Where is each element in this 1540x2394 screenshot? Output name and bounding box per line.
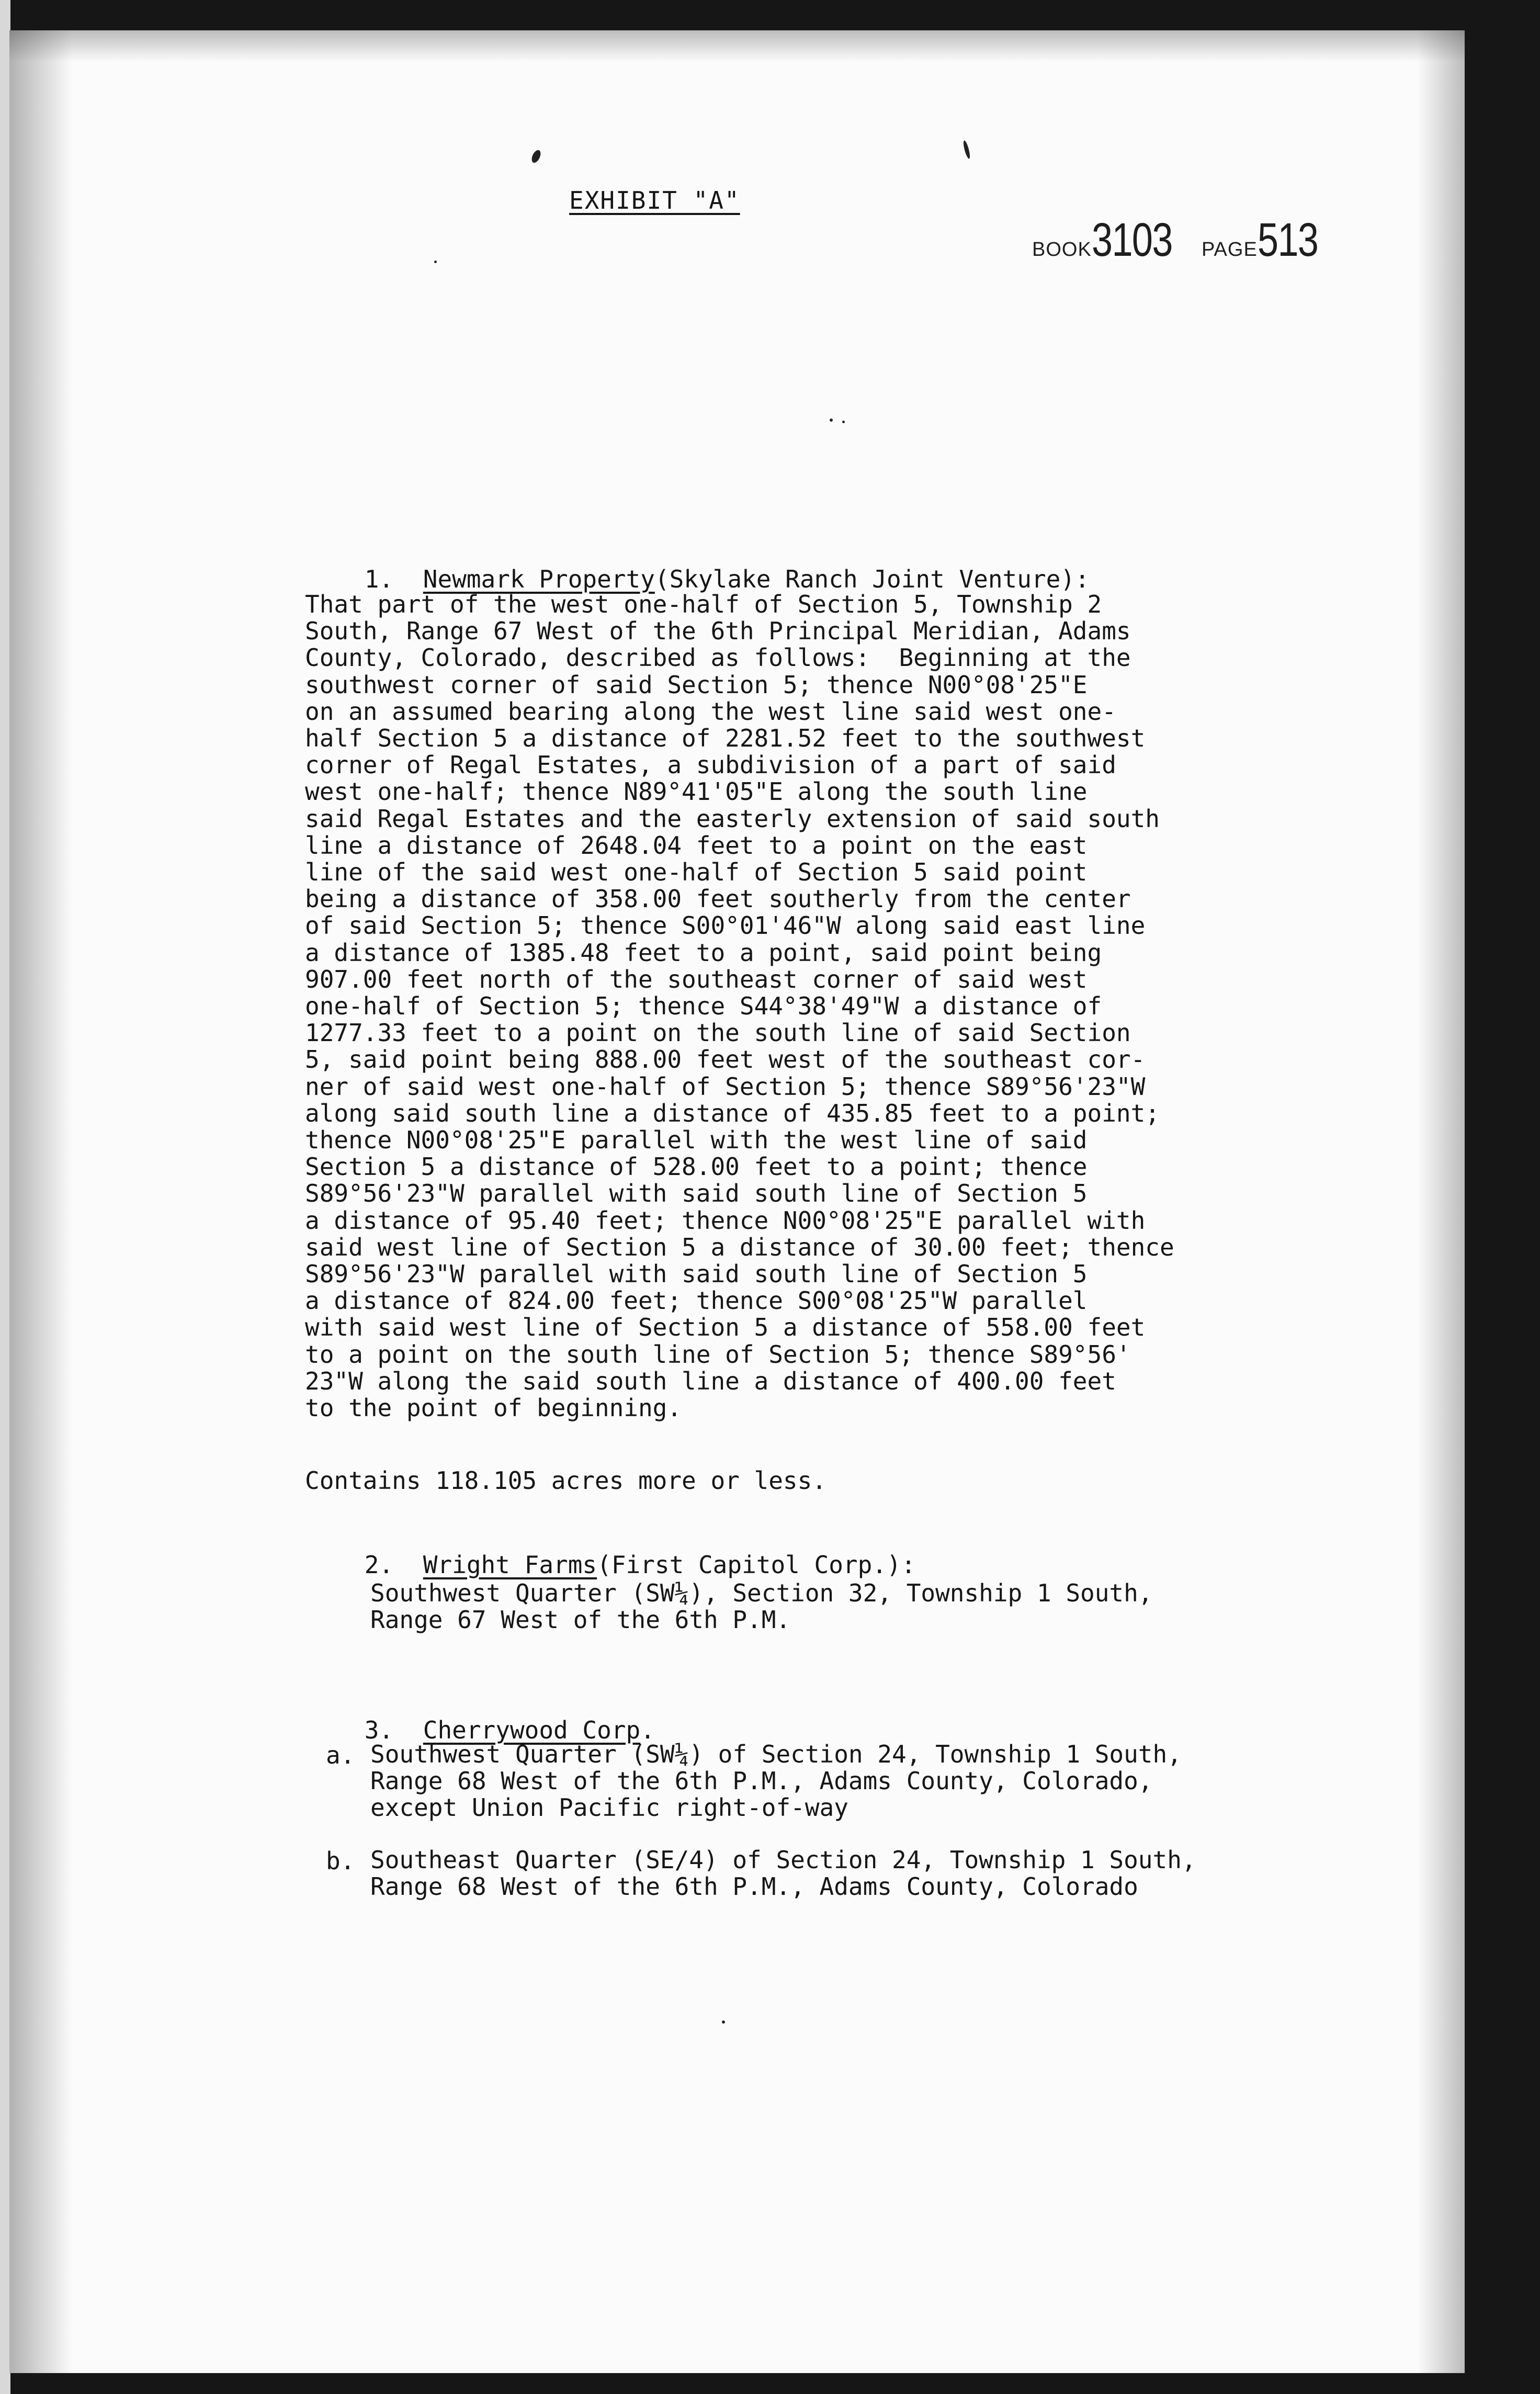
page-number: 513 — [1257, 214, 1318, 266]
section-3-item-b — [370, 1847, 1196, 1900]
description-line: line of the said west one-half of Section 5 said point — [305, 858, 1088, 887]
description-line: South, Range 67 West of the 6th Principal Meridian, Adams — [305, 617, 1131, 646]
description-line: 907.00 feet north of the southeast corner of said west — [305, 965, 1088, 993]
description-line: on an assumed bearing along the west line said west one- — [305, 697, 1116, 726]
section-number: 3. — [364, 1716, 394, 1744]
description-line: That part of the west one-half of Section 5, Township 2 — [305, 590, 1102, 618]
book-page-stamp — [1032, 213, 1333, 267]
description-line: Section 5 a distance of 528.00 feet to a point; thence — [305, 1153, 1088, 1181]
description-line: Southeast Quarter (SE/4) of Section 24, Township 1 South, — [370, 1846, 1196, 1874]
description-line: southwest corner of said Section 5; thence N00°08'25"E — [305, 670, 1088, 699]
description-line: said Regal Estates and the easterly extension of said south — [305, 804, 1160, 833]
section-number: 2. — [364, 1551, 394, 1579]
item-letter: a. — [326, 1741, 355, 1769]
description-line: being a distance of 358.00 feet southerly from the center — [305, 885, 1131, 913]
section-heading-underlined: Newmark Property — [423, 565, 655, 593]
description-line: 1277.33 feet to a point on the south line of said Section — [305, 1019, 1131, 1047]
description-line: with said west line of Section 5 a distance of 558.00 feet — [305, 1313, 1146, 1342]
description-line: Southwest Quarter (SW¼) of Section 24, Township 1 South, — [370, 1740, 1182, 1768]
description-line: County, Colorado, described as follows: Beginning at the — [305, 643, 1131, 672]
description-line: to a point on the south line of Section 5; thence S89°56' — [305, 1340, 1131, 1369]
section-heading-rest: (Skylake Ranch Joint Venture): — [654, 565, 1090, 593]
page-label: PAGE — [1202, 239, 1258, 261]
description-line: half Section 5 a distance of 2281.52 feet to the southwest — [305, 724, 1146, 753]
section-heading-underlined: Wright Farms — [423, 1551, 597, 1579]
scan-left-edge — [0, 0, 10, 2394]
description-line: a distance of 1385.48 feet to a point, said point being — [305, 938, 1102, 967]
description-line: along said south line a distance of 435.85 feet to a point; — [305, 1099, 1160, 1127]
description-line: to the point of beginning. — [305, 1394, 682, 1422]
item-letter: b. — [326, 1847, 355, 1875]
description-line: of said Section 5; thence S00°01'46"W along said east line — [305, 911, 1146, 940]
scan-shadow-left — [9, 30, 72, 2373]
section-heading-rest: (First Capitol Corp.): — [597, 1551, 916, 1579]
book-label: BOOK — [1032, 239, 1092, 261]
scan-speck — [842, 421, 845, 423]
scan-speck — [434, 261, 437, 263]
description-line: except Union Pacific right-of-way — [370, 1793, 848, 1822]
section-1-legal-description — [305, 591, 1174, 1421]
description-line: S89°56'23"W parallel with said south line of Section 5 — [305, 1260, 1088, 1289]
scan-speck — [962, 140, 971, 160]
section-number: 1. — [364, 565, 394, 593]
description-line: thence N00°08'25"E parallel with the west line of said — [305, 1126, 1088, 1155]
description-line: Range 68 West of the 6th P.M., Adams County, Colorado, — [370, 1767, 1153, 1795]
description-line: said west line of Section 5 a distance of 30.00 feet; thence — [305, 1233, 1174, 1261]
scan-shadow-right — [1418, 30, 1465, 2373]
description-line: corner of Regal Estates, a subdivision of a part of said — [305, 751, 1116, 780]
description-line: ner of said west one-half of Section 5; thence S89°56'23"W — [305, 1072, 1146, 1101]
section-heading-rest: . — [640, 1716, 655, 1744]
description-line: 23"W along the said south line a distance of 400.00 feet — [305, 1367, 1116, 1395]
description-line: 5, said point being 888.00 feet west of the southeast cor- — [305, 1045, 1146, 1074]
description-line: west one-half; thence N89°41'05"E along the south line — [305, 777, 1088, 806]
description-line: Range 67 West of the 6th P.M. — [370, 1606, 791, 1634]
section-heading-underlined: Cherrywood Corp — [423, 1716, 641, 1744]
document-page — [9, 30, 1465, 2373]
exhibit-title: EXHIBIT "A" — [569, 186, 740, 214]
description-line: a distance of 95.40 feet; thence N00°08'25"E parallel with — [305, 1206, 1146, 1235]
book-number: 3103 — [1091, 214, 1172, 266]
scan-speck — [530, 149, 542, 164]
scan-shadow-top — [9, 30, 1465, 62]
description-line: line a distance of 2648.04 feet to a point on the east — [305, 831, 1088, 860]
description-line: Range 68 West of the 6th P.M., Adams County, Colorado — [370, 1872, 1138, 1901]
scan-speck — [722, 2020, 725, 2024]
description-line: Southwest Quarter (SW¼), Section 32, Township 1 South, — [370, 1579, 1153, 1607]
description-line: a distance of 824.00 feet; thence S00°08'25"W parallel — [305, 1286, 1088, 1315]
scan-speck — [830, 419, 833, 422]
acreage-statement: Contains 118.105 acres more or less. — [305, 1466, 826, 1495]
description-line: one-half of Section 5; thence S44°38'49"W a distance of — [305, 992, 1102, 1021]
section-3-item-a — [370, 1741, 1182, 1821]
section-2-description — [370, 1580, 1153, 1633]
description-line: S89°56'23"W parallel with said south line of Section 5 — [305, 1179, 1088, 1208]
